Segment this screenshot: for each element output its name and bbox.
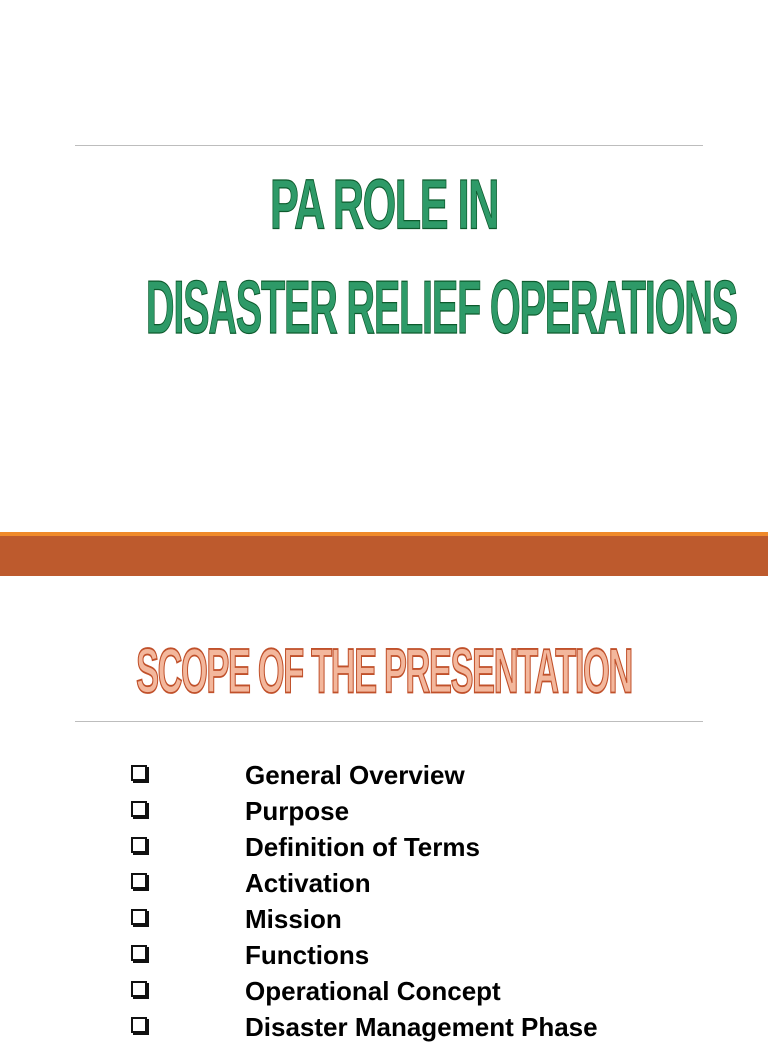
checkbox-bullet-icon (131, 945, 147, 961)
list-item (0, 794, 768, 830)
list-item (0, 1010, 768, 1046)
list-item (0, 866, 768, 902)
scope-title: SCOPE OF THE PRESENTATION (136, 636, 632, 708)
title-divider-line (75, 145, 703, 146)
list-item (0, 830, 768, 866)
list-item (0, 758, 768, 794)
list-item (0, 938, 768, 974)
list-item-label: Purpose (245, 796, 350, 826)
scope-list (0, 758, 768, 1046)
list-item (0, 974, 768, 1010)
checkbox-bullet-icon (131, 873, 147, 889)
checkbox-bullet-icon (131, 837, 147, 853)
slide-title-line-2: DISASTER RELIEF OPERATIONS (145, 264, 737, 350)
list-item-label: Definition of Terms (245, 832, 480, 862)
list-item-label: General Overview (245, 760, 465, 790)
slide-2 (0, 576, 768, 1042)
checkbox-bullet-icon (131, 981, 147, 997)
scope-divider-line (75, 721, 703, 722)
list-item-label: Functions (245, 940, 370, 970)
slide-separator-band (0, 532, 768, 576)
slide-title-line-1: PA ROLE IN (269, 164, 499, 245)
list-item-label: Activation (245, 868, 371, 898)
list-item (0, 902, 768, 938)
checkbox-bullet-icon (131, 1017, 147, 1033)
list-item-label: Mission (245, 904, 342, 934)
list-item-label: Disaster Management Phase (245, 1012, 598, 1042)
checkbox-bullet-icon (131, 765, 147, 781)
list-item-label: Operational Concept (245, 976, 501, 1006)
checkbox-bullet-icon (131, 801, 147, 817)
checkbox-bullet-icon (131, 909, 147, 925)
